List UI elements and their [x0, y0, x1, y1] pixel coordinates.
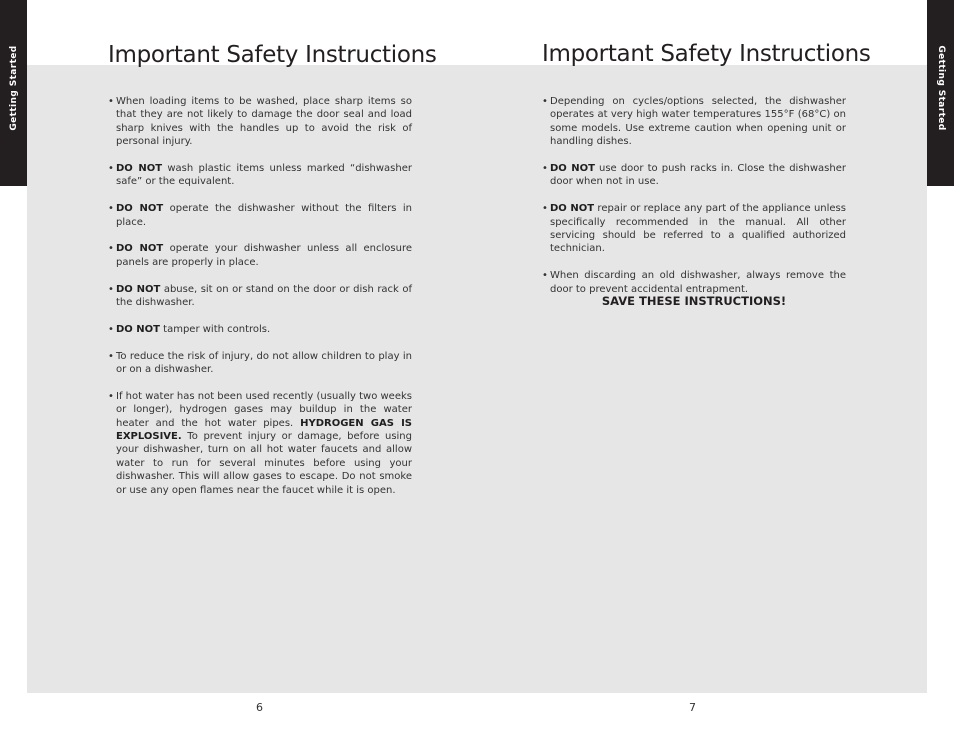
item-keyword: DO NOT: [550, 203, 595, 215]
save-instructions-notice: SAVE THESE INSTRUCTIONS!: [601, 294, 787, 308]
item-text: When discarding an old dishwasher, always remove the door to prevent accidental entrapment.: [550, 270, 846, 295]
item-keyword: DO NOT: [116, 283, 161, 295]
item-text: repair or replace any part of the appliance unless specifically recommended in the manual. All other servicing should be referred to a qualified authorized technician.: [550, 203, 846, 255]
page-title-left: Important Safety Instructions: [108, 42, 437, 68]
item-text: abuse, sit on or stand on the door or dish rack of the dishwasher.: [116, 283, 412, 309]
item-keyword: DO NOT: [550, 163, 595, 175]
safety-list-left: [108, 95, 412, 510]
safety-list-right: [542, 95, 846, 309]
section-tab-right: [927, 0, 954, 186]
item-keyword: DO NOT: [116, 323, 160, 335]
page-number-left: 6: [256, 701, 263, 714]
item-text: wash plastic items unless marked “dishwasher safe” or the equivalent.: [116, 163, 412, 188]
section-tab-left: [0, 0, 27, 186]
item-text: When loading items to be washed, place sharp items so that they are not likely to damage the door seal and load sharp knives with the handles up to avoid the risk of personal injury.: [116, 96, 412, 148]
list-item: [542, 95, 846, 149]
item-keyword: HYDROGEN GAS IS EXPLOSIVE.: [116, 417, 412, 443]
item-keyword: DO NOT: [116, 163, 163, 175]
list-item: [108, 323, 412, 336]
page-number-right: 7: [689, 701, 696, 714]
item-text: Depending on cycles/options selected, the dishwasher operates at very high water temperatures 155°F (68°C) on some models. Use extreme caution when opening unit or handling dishes.: [550, 96, 846, 148]
item-text: operate the dishwasher without the filters in place.: [116, 203, 412, 228]
list-item: [542, 162, 846, 189]
list-item: [108, 202, 412, 229]
list-item: [108, 350, 412, 377]
item-keyword: DO NOT: [116, 203, 164, 215]
item-text: use door to push racks in. Close the dishwasher door when not in use.: [550, 163, 846, 188]
item-text: operate your dishwasher unless all enclosure panels are properly in place.: [116, 243, 412, 268]
item-text: If hot water has not been used recently (usually two weeks or longer), hydrogen gases may buildup in the water heater and the hot water pipes.: [116, 390, 412, 429]
list-item: [542, 269, 846, 296]
section-tab-label: Getting Started: [8, 45, 19, 131]
item-text: To reduce the risk of injury, do not allow children to play in or on a dishwasher.: [116, 350, 412, 376]
list-item: [108, 242, 412, 269]
list-item: [108, 390, 412, 497]
section-tab-label: Getting Started: [935, 45, 946, 131]
list-item: [108, 162, 412, 189]
item-keyword: DO NOT: [116, 243, 164, 255]
item-text: To prevent injury or damage, before using your dishwasher, turn on all hot water faucets and allow water to run for several minutes before using your dishwasher. This will allow gases to escape. Do not smoke or use any open flames near the faucet while it is open.: [116, 431, 412, 496]
item-text: tamper with controls.: [159, 323, 271, 335]
list-item: [108, 95, 412, 149]
page-title-right: Important Safety Instructions: [542, 41, 871, 67]
list-item: [108, 283, 412, 310]
list-item: [542, 202, 846, 256]
